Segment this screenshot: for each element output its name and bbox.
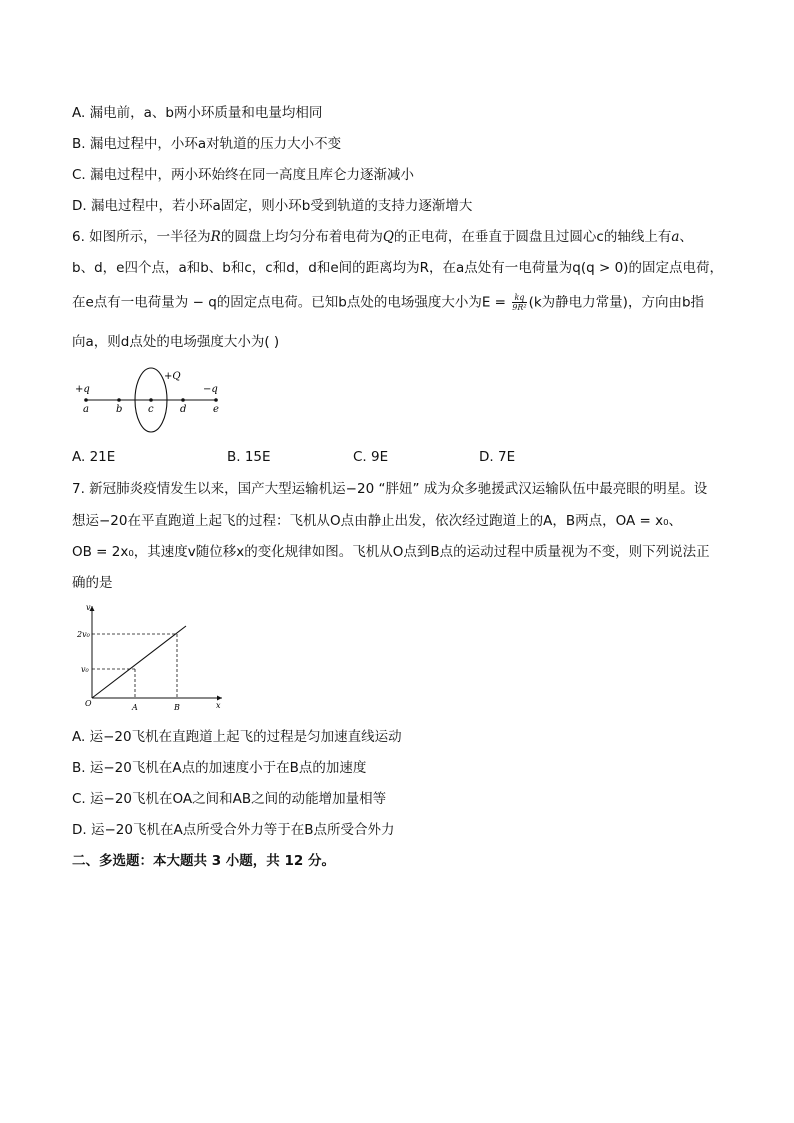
q7-line-4: 确的是: [72, 575, 113, 591]
q6-line-2: b、d，e四个点，a和b、b和c，c和d，d和e间的距离均为R，在a点处有一电荷量为q(q > 0)的固定点电荷，: [72, 260, 723, 276]
q6-line-3: 在e点有一电荷量为 − q的固定点电荷。已知b点处的电场强度大小为E = $\frac{kq}{\text{9R²}}$ (k为静电力常量)，方向由b指: [72, 293, 705, 312]
q7-option-d: D. 运−20飞机在A点所受合外力等于在B点所受合外力: [72, 822, 395, 838]
q7-option-b: B. 运−20飞机在A点的加速度小于在B点的加速度: [72, 760, 367, 776]
q5-option-a: A. 漏电前，a、b两小环质量和电量均相同: [72, 105, 323, 121]
label-a: a: [83, 404, 89, 415]
q5-option-c: C. 漏电过程中，两小环始终在同一高度且库仑力逐渐减小: [72, 167, 415, 183]
q7-velocity-graph: [76, 600, 226, 715]
q7-option-a: A. 运−20飞机在直跑道上起飞的过程是匀加速直线运动: [72, 729, 402, 745]
label-plus-q: +q: [75, 384, 90, 395]
field-fraction: $\frac{kq}{\text{9R²}}$: [512, 293, 527, 312]
label-c: c: [148, 404, 154, 415]
q6-option-c: C. 9E: [353, 449, 389, 465]
q7-line-3: OB = 2x₀，其速度v随位移x的变化规律如图。飞机从O点到B点的运动过程中质量视为不变，则下列说法正: [72, 544, 710, 560]
q7-option-c: C. 运−20飞机在OA之间和AB之间的动能增加量相等: [72, 791, 387, 807]
q5-option-b: B. 漏电过程中，小环a对轨道的压力大小不变: [72, 136, 342, 152]
v-x-line: [92, 626, 186, 698]
label-v0: v₀: [81, 665, 89, 674]
q7-line-2: 想运−20在平直跑道上起飞的过程：飞机从O点由静止出发，依次经过跑道上的A，B两点，OA = x₀、: [72, 513, 683, 529]
label-b: b: [116, 404, 123, 415]
q6-line-1: 6. 如图所示，一半径为R的圆盘上均匀分布着电荷为Q的正电荷，在垂直于圆盘且过圆心c的轴线上有a、: [72, 229, 693, 245]
label-d: d: [180, 404, 187, 415]
label-origin: O: [85, 699, 92, 708]
point-c: [149, 398, 153, 402]
label-plus-Q: +Q: [164, 371, 181, 382]
point-a: [84, 398, 88, 402]
q7-line-1: 7. 新冠肺炎疫情发生以来，国产大型运输机运−20 “胖妞” 成为众多驰援武汉运输队伍中最亮眼的明星。设: [72, 481, 708, 497]
label-2v0: 2v₀: [77, 630, 90, 639]
q6-option-b: B. 15E: [227, 449, 271, 465]
axis-x-label: x: [216, 701, 221, 710]
label-A: A: [132, 703, 138, 712]
axis-v-label: v: [86, 603, 91, 612]
q6-charge-figure: [70, 365, 230, 435]
point-e: [214, 398, 218, 402]
q5-option-d: D. 漏电过程中，若小环a固定，则小环b受到轨道的支持力逐渐增大: [72, 198, 473, 214]
label-B: B: [174, 703, 180, 712]
label-minus-q: −q: [203, 384, 218, 395]
section-heading-multiple-choice: 二、多选题：本大题共 3 小题，共 12 分。: [72, 853, 335, 869]
label-e: e: [213, 404, 219, 415]
q6-option-a: A. 21E: [72, 449, 116, 465]
point-b: [117, 398, 121, 402]
q6-option-d: D. 7E: [479, 449, 516, 465]
q6-line-4: 向a，则d点处的电场强度大小为( ): [72, 334, 280, 350]
point-d: [181, 398, 185, 402]
